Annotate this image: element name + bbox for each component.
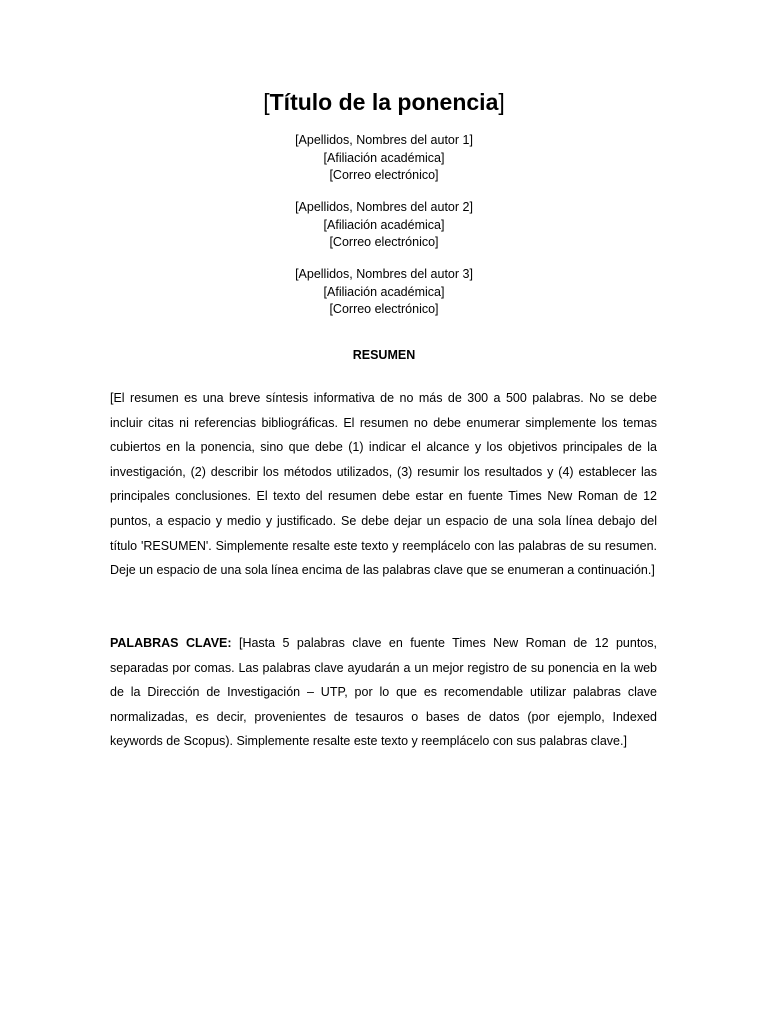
author-name: [Apellidos, Nombres del autor 3] <box>295 267 473 281</box>
author-affiliation: [Afiliación académica] <box>323 217 445 232</box>
author-name: [Apellidos, Nombres del autor 2] <box>295 200 473 214</box>
author-affiliation: [Afiliación académica] <box>323 150 445 165</box>
paper-title <box>0 86 768 118</box>
keywords-paragraph <box>110 631 657 754</box>
author-affiliation: [Afiliación académica] <box>323 284 445 299</box>
abstract-paragraph: [El resumen es una breve síntesis informativa de no más de 300 a 500 palabras. No se debe incluir citas ni referencias bibliográficas. El resumen no debe enumerar simplemente los temas cubiertos en la ponencia, sino que debe (1) indicar el alcance y los objetivos principales de la investigación, (2) describir los métodos utilizados, (3) resumir los resultados y (4) establecer las principales conclusiones. El texto del resumen debe estar en fuente Times New Roman de 12 puntos, a espacio y medio y justificado. Se debe dejar un espacio de una sola línea debajo del título 'RESUMEN'. Simplemente resalte este texto y reemplácelo con las palabras de su resumen. Deje un espacio de una sola línea encima de las palabras clave que se enumeran a continuación.] <box>110 391 657 578</box>
title-close-bracket: ] <box>498 89 505 115</box>
keywords-label: PALABRAS CLAVE: <box>110 636 232 650</box>
author-block-3 <box>0 266 768 319</box>
author-block-2 <box>0 199 768 252</box>
author-email: [Correo electrónico] <box>329 302 439 316</box>
title-text: Título de la ponencia <box>269 89 499 115</box>
keywords-text: [Hasta 5 palabras clave en fuente Times New Roman de 12 puntos, separadas por comas. Las palabras clave ayudarán a un mejor registro de su ponencia en la web de la Dirección de Investigación – UTP, por lo que es recomendable utilizar palabras clave normalizadas, es decir, provenientes de tesauros o bases de datos (por ejemplo, Indexed keywords de Scopus). Simplemente resalte este texto y reemplácelo con sus palabras clave.] <box>110 636 657 749</box>
abstract-heading: RESUMEN <box>352 348 416 362</box>
author-block-1 <box>0 132 768 185</box>
title-open-bracket: [ <box>263 89 270 115</box>
author-name: [Apellidos, Nombres del autor 1] <box>295 133 473 147</box>
author-email: [Correo electrónico] <box>329 235 439 249</box>
author-email: [Correo electrónico] <box>329 168 439 182</box>
